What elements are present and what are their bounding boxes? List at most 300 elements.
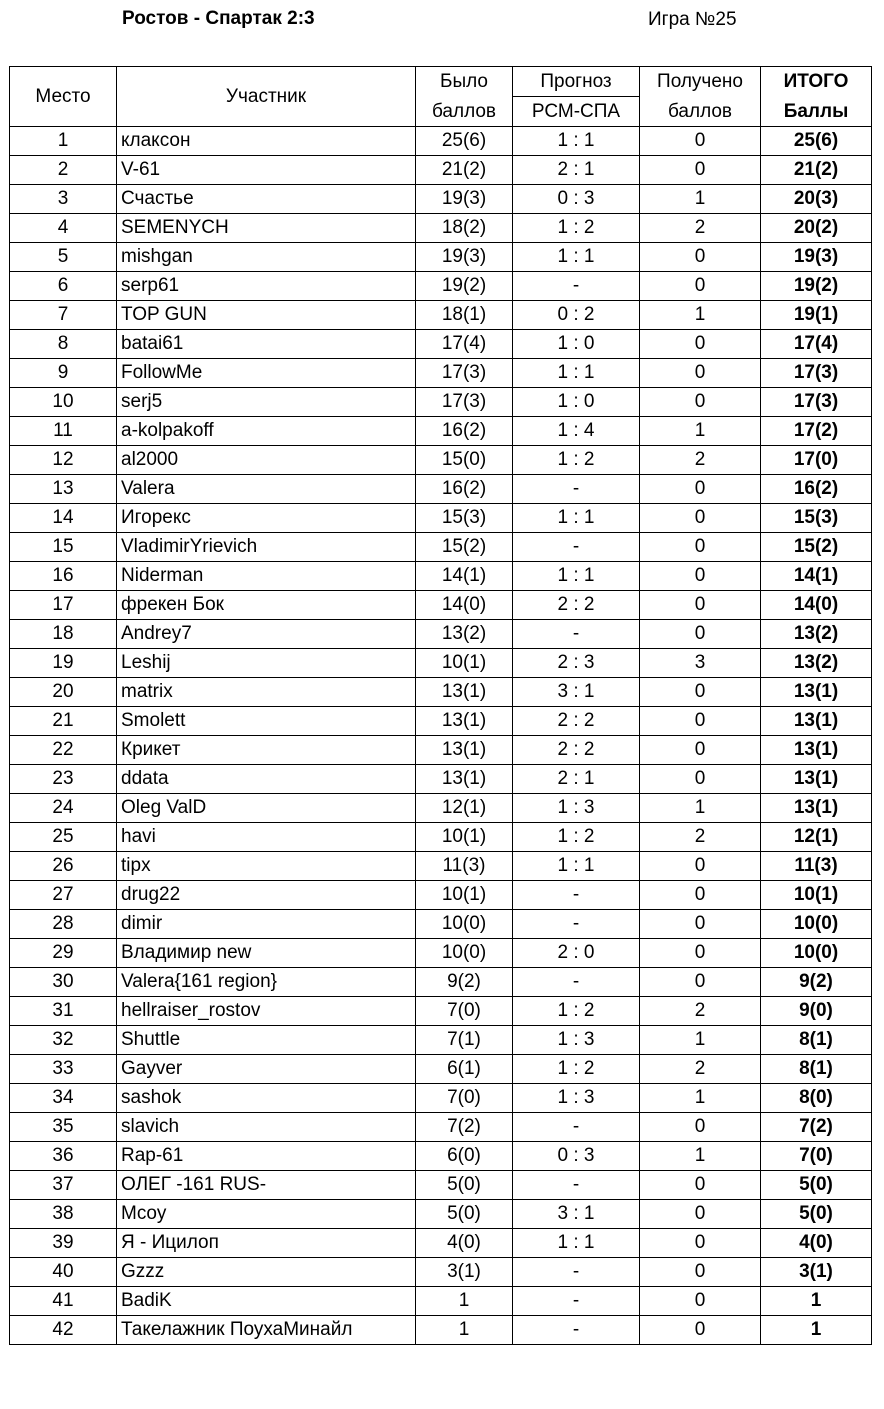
prediction-cell: 1 : 4: [513, 417, 640, 446]
table-row: [10, 359, 872, 388]
earned-points-cell: 1: [640, 794, 761, 823]
prediction-cell: 1 : 1: [513, 1229, 640, 1258]
prediction-cell: 1 : 1: [513, 359, 640, 388]
place-cell: 24: [10, 794, 117, 823]
previous-points-cell: 21(2): [416, 156, 513, 185]
earned-points-cell: 0: [640, 939, 761, 968]
table-row: [10, 127, 872, 156]
participant-cell: Andrey7: [117, 620, 416, 649]
prediction-cell: 3 : 1: [513, 1200, 640, 1229]
participant-cell: Такелажник ПоухаМинайл: [117, 1316, 416, 1345]
earned-points-cell: 2: [640, 823, 761, 852]
total-points-cell: 15(3): [761, 504, 872, 533]
total-points-cell: 21(2): [761, 156, 872, 185]
prediction-cell: 2 : 3: [513, 649, 640, 678]
header-pred-line1: Прогноз: [513, 67, 640, 97]
prediction-cell: 1 : 1: [513, 504, 640, 533]
place-cell: 33: [10, 1055, 117, 1084]
earned-points-cell: 0: [640, 562, 761, 591]
previous-points-cell: 7(0): [416, 997, 513, 1026]
place-cell: 16: [10, 562, 117, 591]
participant-cell: serp61: [117, 272, 416, 301]
prediction-cell: 1 : 3: [513, 794, 640, 823]
previous-points-cell: 16(2): [416, 475, 513, 504]
total-points-cell: 7(2): [761, 1113, 872, 1142]
table-header: [10, 67, 872, 127]
table-row: [10, 649, 872, 678]
previous-points-cell: 16(2): [416, 417, 513, 446]
previous-points-cell: 13(1): [416, 736, 513, 765]
earned-points-cell: 0: [640, 881, 761, 910]
prediction-cell: 1 : 2: [513, 214, 640, 243]
total-points-cell: 15(2): [761, 533, 872, 562]
table-row: [10, 1258, 872, 1287]
earned-points-cell: 1: [640, 1142, 761, 1171]
previous-points-cell: 4(0): [416, 1229, 513, 1258]
table-row: [10, 939, 872, 968]
prediction-cell: -: [513, 475, 640, 504]
participant-cell: Игорекс: [117, 504, 416, 533]
participant-cell: Mcoy: [117, 1200, 416, 1229]
participant-cell: hellraiser_rostov: [117, 997, 416, 1026]
previous-points-cell: 13(1): [416, 707, 513, 736]
prediction-cell: 1 : 3: [513, 1084, 640, 1113]
prediction-cell: 1 : 2: [513, 446, 640, 475]
total-points-cell: 20(2): [761, 214, 872, 243]
standings-table: [9, 66, 872, 1345]
participant-cell: TOP GUN: [117, 301, 416, 330]
place-cell: 7: [10, 301, 117, 330]
prediction-cell: -: [513, 1258, 640, 1287]
place-cell: 32: [10, 1026, 117, 1055]
total-points-cell: 17(3): [761, 359, 872, 388]
place-cell: 17: [10, 591, 117, 620]
earned-points-cell: 0: [640, 127, 761, 156]
previous-points-cell: 15(2): [416, 533, 513, 562]
place-cell: 36: [10, 1142, 117, 1171]
total-points-cell: 5(0): [761, 1200, 872, 1229]
earned-points-cell: 0: [640, 533, 761, 562]
prediction-cell: 1 : 0: [513, 388, 640, 417]
table-row: [10, 504, 872, 533]
participant-cell: Я - Ицилоп: [117, 1229, 416, 1258]
participant-cell: фрекен Бок: [117, 591, 416, 620]
prediction-cell: 2 : 1: [513, 156, 640, 185]
participant-cell: BadiK: [117, 1287, 416, 1316]
table-row: [10, 736, 872, 765]
earned-points-cell: 1: [640, 417, 761, 446]
previous-points-cell: 25(6): [416, 127, 513, 156]
total-points-cell: 10(1): [761, 881, 872, 910]
place-cell: 23: [10, 765, 117, 794]
previous-points-cell: 3(1): [416, 1258, 513, 1287]
earned-points-cell: 1: [640, 1084, 761, 1113]
table-row: [10, 1287, 872, 1316]
participant-cell: havi: [117, 823, 416, 852]
participant-cell: batai61: [117, 330, 416, 359]
previous-points-cell: 18(1): [416, 301, 513, 330]
previous-points-cell: 9(2): [416, 968, 513, 997]
place-cell: 22: [10, 736, 117, 765]
earned-points-cell: 3: [640, 649, 761, 678]
place-cell: 10: [10, 388, 117, 417]
place-cell: 13: [10, 475, 117, 504]
table-row: [10, 678, 872, 707]
previous-points-cell: 6(0): [416, 1142, 513, 1171]
total-points-cell: 13(2): [761, 649, 872, 678]
table-row: [10, 272, 872, 301]
prediction-cell: -: [513, 910, 640, 939]
total-points-cell: 1: [761, 1287, 872, 1316]
total-points-cell: 3(1): [761, 1258, 872, 1287]
place-cell: 20: [10, 678, 117, 707]
earned-points-cell: 0: [640, 330, 761, 359]
table-row: [10, 1229, 872, 1258]
place-cell: 21: [10, 707, 117, 736]
total-points-cell: 10(0): [761, 939, 872, 968]
earned-points-cell: 0: [640, 156, 761, 185]
prediction-cell: 2 : 1: [513, 765, 640, 794]
previous-points-cell: 15(0): [416, 446, 513, 475]
place-cell: 6: [10, 272, 117, 301]
place-cell: 11: [10, 417, 117, 446]
place-cell: 34: [10, 1084, 117, 1113]
participant-cell: Valera{161 region}: [117, 968, 416, 997]
earned-points-cell: 0: [640, 765, 761, 794]
participant-cell: Владимир new: [117, 939, 416, 968]
earned-points-cell: 0: [640, 1229, 761, 1258]
table-row: [10, 562, 872, 591]
total-points-cell: 8(1): [761, 1026, 872, 1055]
previous-points-cell: 19(2): [416, 272, 513, 301]
total-points-cell: 8(0): [761, 1084, 872, 1113]
table-row: [10, 620, 872, 649]
table-row: [10, 214, 872, 243]
place-cell: 38: [10, 1200, 117, 1229]
table-row: [10, 1316, 872, 1345]
table-row: [10, 330, 872, 359]
previous-points-cell: 5(0): [416, 1171, 513, 1200]
place-cell: 18: [10, 620, 117, 649]
participant-cell: Gayver: [117, 1055, 416, 1084]
prediction-cell: -: [513, 1113, 640, 1142]
participant-cell: VladimirYrievich: [117, 533, 416, 562]
table-row: [10, 301, 872, 330]
participant-cell: tipx: [117, 852, 416, 881]
earned-points-cell: 0: [640, 852, 761, 881]
participant-cell: slavich: [117, 1113, 416, 1142]
total-points-cell: 14(0): [761, 591, 872, 620]
participant-cell: Valera: [117, 475, 416, 504]
place-cell: 27: [10, 881, 117, 910]
table-row: [10, 852, 872, 881]
total-points-cell: 7(0): [761, 1142, 872, 1171]
previous-points-cell: 1: [416, 1316, 513, 1345]
prediction-cell: 1 : 1: [513, 243, 640, 272]
earned-points-cell: 0: [640, 475, 761, 504]
previous-points-cell: 10(1): [416, 649, 513, 678]
table-row: [10, 1026, 872, 1055]
earned-points-cell: 0: [640, 620, 761, 649]
previous-points-cell: 11(3): [416, 852, 513, 881]
table-row: [10, 1142, 872, 1171]
total-points-cell: 10(0): [761, 910, 872, 939]
header-pred-line2: РСМ-СПА: [513, 97, 640, 127]
prediction-cell: 1 : 1: [513, 562, 640, 591]
table-row: [10, 968, 872, 997]
prediction-cell: -: [513, 881, 640, 910]
prediction-cell: 1 : 3: [513, 1026, 640, 1055]
total-points-cell: 13(1): [761, 765, 872, 794]
participant-cell: SEMENYCH: [117, 214, 416, 243]
place-cell: 29: [10, 939, 117, 968]
earned-points-cell: 2: [640, 997, 761, 1026]
place-cell: 28: [10, 910, 117, 939]
previous-points-cell: 12(1): [416, 794, 513, 823]
prediction-cell: 3 : 1: [513, 678, 640, 707]
participant-cell: matrix: [117, 678, 416, 707]
previous-points-cell: 7(1): [416, 1026, 513, 1055]
previous-points-cell: 7(0): [416, 1084, 513, 1113]
participant-cell: serj5: [117, 388, 416, 417]
previous-points-cell: 15(3): [416, 504, 513, 533]
total-points-cell: 5(0): [761, 1171, 872, 1200]
earned-points-cell: 0: [640, 1171, 761, 1200]
table-row: [10, 533, 872, 562]
previous-points-cell: 5(0): [416, 1200, 513, 1229]
total-points-cell: 9(0): [761, 997, 872, 1026]
place-cell: 2: [10, 156, 117, 185]
prediction-cell: 0 : 3: [513, 1142, 640, 1171]
participant-cell: mishgan: [117, 243, 416, 272]
total-points-cell: 13(2): [761, 620, 872, 649]
participant-cell: Gzzz: [117, 1258, 416, 1287]
earned-points-cell: 2: [640, 446, 761, 475]
participant-cell: Leshij: [117, 649, 416, 678]
total-points-cell: 1: [761, 1316, 872, 1345]
previous-points-cell: 14(0): [416, 591, 513, 620]
participant-cell: V-61: [117, 156, 416, 185]
previous-points-cell: 10(0): [416, 939, 513, 968]
place-cell: 42: [10, 1316, 117, 1345]
table-row: [10, 1200, 872, 1229]
table-row: [10, 243, 872, 272]
header-total-line2: Баллы: [761, 97, 872, 127]
earned-points-cell: 1: [640, 185, 761, 214]
earned-points-cell: 2: [640, 214, 761, 243]
previous-points-cell: 13(2): [416, 620, 513, 649]
table-row: [10, 446, 872, 475]
header-total-line1: ИТОГО: [761, 67, 872, 97]
prediction-cell: -: [513, 968, 640, 997]
total-points-cell: 13(1): [761, 736, 872, 765]
earned-points-cell: 0: [640, 243, 761, 272]
earned-points-cell: 0: [640, 1258, 761, 1287]
participant-cell: FollowMe: [117, 359, 416, 388]
prediction-cell: 0 : 3: [513, 185, 640, 214]
total-points-cell: 17(0): [761, 446, 872, 475]
table-row: [10, 823, 872, 852]
participant-cell: a-kolpakoff: [117, 417, 416, 446]
header-was-line2: баллов: [416, 97, 513, 127]
prediction-cell: -: [513, 620, 640, 649]
previous-points-cell: 7(2): [416, 1113, 513, 1142]
previous-points-cell: 19(3): [416, 185, 513, 214]
total-points-cell: 13(1): [761, 678, 872, 707]
previous-points-cell: 14(1): [416, 562, 513, 591]
prediction-cell: -: [513, 272, 640, 301]
prediction-cell: 1 : 0: [513, 330, 640, 359]
table-row: [10, 997, 872, 1026]
place-cell: 35: [10, 1113, 117, 1142]
participant-cell: ddata: [117, 765, 416, 794]
previous-points-cell: 13(1): [416, 678, 513, 707]
total-points-cell: 8(1): [761, 1055, 872, 1084]
earned-points-cell: 0: [640, 504, 761, 533]
place-cell: 9: [10, 359, 117, 388]
participant-cell: Shuttle: [117, 1026, 416, 1055]
earned-points-cell: 0: [640, 736, 761, 765]
earned-points-cell: 2: [640, 1055, 761, 1084]
table-row: [10, 591, 872, 620]
total-points-cell: 12(1): [761, 823, 872, 852]
previous-points-cell: 17(3): [416, 359, 513, 388]
prediction-cell: 2 : 2: [513, 736, 640, 765]
previous-points-cell: 10(0): [416, 910, 513, 939]
earned-points-cell: 0: [640, 707, 761, 736]
header-participant: Участник: [117, 67, 416, 127]
place-cell: 37: [10, 1171, 117, 1200]
place-cell: 26: [10, 852, 117, 881]
prediction-cell: -: [513, 1316, 640, 1345]
place-cell: 3: [10, 185, 117, 214]
header-got-line2: баллов: [640, 97, 761, 127]
prediction-cell: 1 : 1: [513, 852, 640, 881]
prediction-cell: 2 : 2: [513, 707, 640, 736]
earned-points-cell: 0: [640, 1200, 761, 1229]
table-body: [10, 127, 872, 1345]
prediction-cell: 1 : 2: [513, 823, 640, 852]
prediction-cell: 1 : 2: [513, 1055, 640, 1084]
earned-points-cell: 0: [640, 591, 761, 620]
earned-points-cell: 0: [640, 910, 761, 939]
table-row: [10, 1171, 872, 1200]
previous-points-cell: 18(2): [416, 214, 513, 243]
earned-points-cell: 0: [640, 359, 761, 388]
previous-points-cell: 19(3): [416, 243, 513, 272]
place-cell: 1: [10, 127, 117, 156]
previous-points-cell: 17(3): [416, 388, 513, 417]
total-points-cell: 19(3): [761, 243, 872, 272]
total-points-cell: 13(1): [761, 794, 872, 823]
place-cell: 14: [10, 504, 117, 533]
place-cell: 5: [10, 243, 117, 272]
table-row: [10, 475, 872, 504]
place-cell: 8: [10, 330, 117, 359]
total-points-cell: 25(6): [761, 127, 872, 156]
earned-points-cell: 0: [640, 678, 761, 707]
table-row: [10, 881, 872, 910]
table-row: [10, 707, 872, 736]
participant-cell: Rap-61: [117, 1142, 416, 1171]
participant-cell: sashok: [117, 1084, 416, 1113]
earned-points-cell: 1: [640, 1026, 761, 1055]
total-points-cell: 19(2): [761, 272, 872, 301]
participant-cell: Счастье: [117, 185, 416, 214]
earned-points-cell: 0: [640, 388, 761, 417]
table-row: [10, 185, 872, 214]
prediction-cell: 2 : 0: [513, 939, 640, 968]
place-cell: 39: [10, 1229, 117, 1258]
previous-points-cell: 1: [416, 1287, 513, 1316]
header-was-line1: Было: [416, 67, 513, 97]
place-cell: 4: [10, 214, 117, 243]
total-points-cell: 17(4): [761, 330, 872, 359]
earned-points-cell: 1: [640, 301, 761, 330]
place-cell: 40: [10, 1258, 117, 1287]
participant-cell: ОЛЕГ -161 RUS-: [117, 1171, 416, 1200]
earned-points-cell: 0: [640, 1113, 761, 1142]
place-cell: 19: [10, 649, 117, 678]
place-cell: 30: [10, 968, 117, 997]
previous-points-cell: 10(1): [416, 881, 513, 910]
table-row: [10, 417, 872, 446]
total-points-cell: 17(3): [761, 388, 872, 417]
total-points-cell: 20(3): [761, 185, 872, 214]
place-cell: 15: [10, 533, 117, 562]
table-row: [10, 1084, 872, 1113]
participant-cell: Oleg ValD: [117, 794, 416, 823]
participant-cell: клаксон: [117, 127, 416, 156]
game-number: Игра №25: [648, 9, 737, 30]
previous-points-cell: 17(4): [416, 330, 513, 359]
participant-cell: Smolett: [117, 707, 416, 736]
earned-points-cell: 0: [640, 1287, 761, 1316]
participant-cell: drug22: [117, 881, 416, 910]
table-row: [10, 156, 872, 185]
table-row: [10, 1113, 872, 1142]
total-points-cell: 16(2): [761, 475, 872, 504]
place-cell: 31: [10, 997, 117, 1026]
total-points-cell: 17(2): [761, 417, 872, 446]
header-place: Место: [10, 67, 117, 127]
table-row: [10, 388, 872, 417]
prediction-cell: -: [513, 533, 640, 562]
total-points-cell: 19(1): [761, 301, 872, 330]
header-got-line1: Получено: [640, 67, 761, 97]
previous-points-cell: 10(1): [416, 823, 513, 852]
table-row: [10, 765, 872, 794]
total-points-cell: 13(1): [761, 707, 872, 736]
prediction-cell: -: [513, 1171, 640, 1200]
participant-cell: dimir: [117, 910, 416, 939]
place-cell: 25: [10, 823, 117, 852]
earned-points-cell: 0: [640, 272, 761, 301]
total-points-cell: 4(0): [761, 1229, 872, 1258]
earned-points-cell: 0: [640, 1316, 761, 1345]
earned-points-cell: 0: [640, 968, 761, 997]
prediction-cell: 2 : 2: [513, 591, 640, 620]
total-points-cell: 9(2): [761, 968, 872, 997]
prediction-cell: -: [513, 1287, 640, 1316]
participant-cell: Niderman: [117, 562, 416, 591]
table-row: [10, 1055, 872, 1084]
total-points-cell: 11(3): [761, 852, 872, 881]
prediction-cell: 1 : 1: [513, 127, 640, 156]
participant-cell: Крикет: [117, 736, 416, 765]
previous-points-cell: 6(1): [416, 1055, 513, 1084]
match-title: Ростов - Спартак 2:3: [122, 8, 315, 29]
